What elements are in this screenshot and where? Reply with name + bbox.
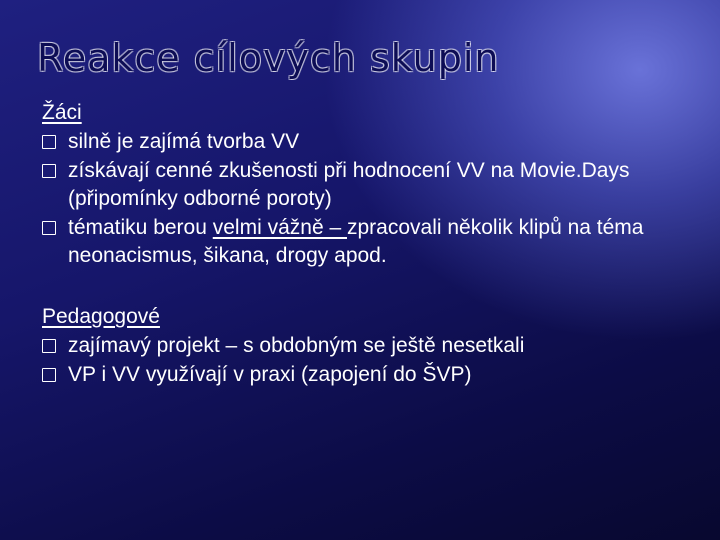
slide-content bbox=[42, 98, 712, 390]
list-item-text-start: tématiku berou bbox=[68, 216, 213, 239]
section-spacer bbox=[42, 271, 712, 302]
list-item-text: zajímavý projekt – s obdobným se ještě nesetkali bbox=[68, 334, 525, 357]
list-item bbox=[42, 332, 712, 360]
list-item bbox=[42, 361, 712, 389]
list-item bbox=[42, 214, 712, 270]
section-heading-pedagogove: Pedagogové bbox=[42, 305, 160, 328]
section-zaci bbox=[42, 98, 712, 270]
list-item-text: VP i VV využívají v praxi (zapojení do ŠVP) bbox=[68, 363, 472, 386]
slide-title: Reakce cílových skupin bbox=[37, 36, 500, 80]
list-item-text-end: zpracovali několik klipů na téma neonacismus, šikana, drogy apod. bbox=[68, 216, 644, 267]
list-item bbox=[42, 128, 712, 156]
list-item-text-underlined: velmi vážně – bbox=[212, 216, 347, 239]
bullet-box-icon bbox=[42, 368, 56, 382]
bullet-list-pedagogove bbox=[42, 332, 712, 389]
bullet-box-icon bbox=[42, 221, 56, 235]
list-item-text: získávají cenné zkušenosti při hodnocení VV na Movie.Days (připomínky odborné poroty) bbox=[68, 159, 630, 210]
section-heading-zaci: Žáci bbox=[42, 101, 82, 124]
bullet-list-zaci bbox=[42, 128, 712, 270]
section-pedagogove bbox=[42, 302, 712, 389]
bullet-box-icon bbox=[42, 339, 56, 353]
bullet-box-icon bbox=[42, 135, 56, 149]
bullet-box-icon bbox=[42, 164, 56, 178]
list-item-text: silně je zajímá tvorba VV bbox=[68, 130, 300, 153]
list-item bbox=[42, 157, 712, 213]
